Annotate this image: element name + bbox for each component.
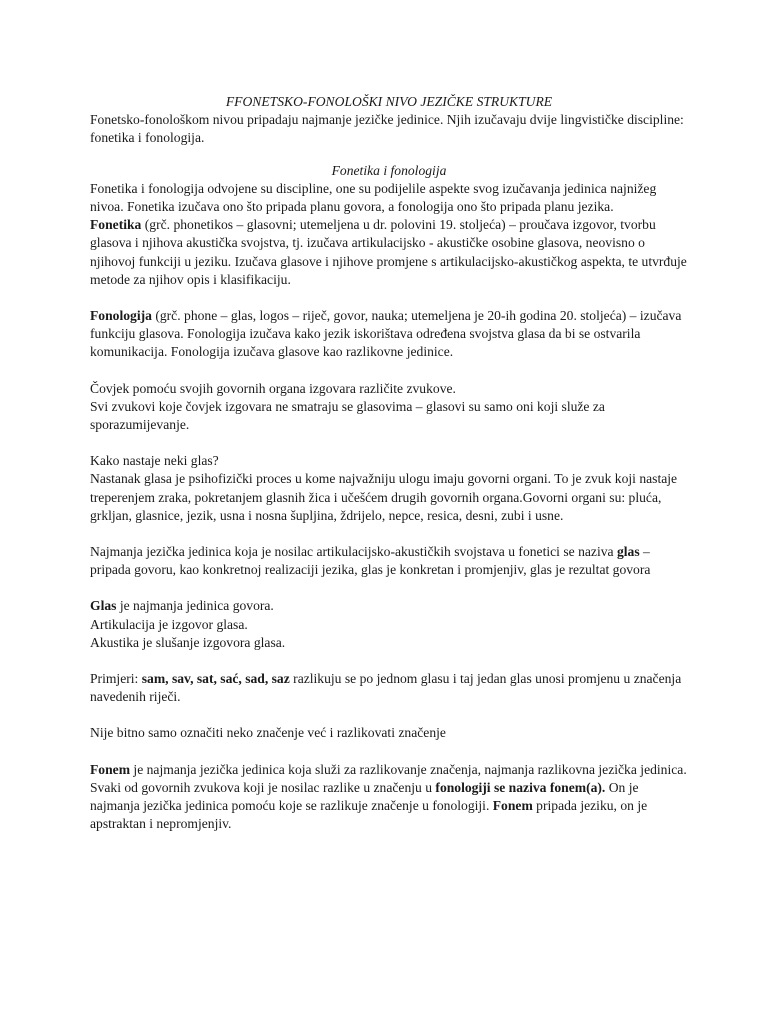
- term-glas: glas: [616, 544, 640, 560]
- paragraph-primjeri: Primjeri: sam, sav, sat, sać, sad, saz razlikuju se po jednom glasu i taj jedan glas unosi promjenu u značenja navedenih riječi.: [90, 671, 682, 705]
- paragraph-glas-definition: Najmanja jezička jedinica koja je nosilac artikulacijsko-akustičkih svojstava u fonetici se naziva glas – pripada govoru, kao konkretnoj realizaciji jezika, glas je konkretan i promjenjiv, glas je rezultat govora: [90, 544, 651, 578]
- paragraph-fonem: Fonem je najmanja jezička jedinica koja služi za razlikovanje značenja, najmanja razlikovna jezička jedinica. Svaki od govornih zvukova koji je nosilac razlike u značenju u fonologiji se naziva fonem(a). On je najmanja jezička jedinica pomoću koje se razlikuje značenje u fonologiji. Fonem pripada jeziku, on je apstraktan i nepromjenjiv.: [90, 761, 687, 832]
- term-fonem: Fonem: [90, 761, 131, 777]
- term-fonem-2: Fonem: [492, 798, 533, 814]
- paragraph-nastanak-glasa: Nastanak glasa je psihofizički proces u kome najvažniju ulogu imaju govorni organi. To je zvuk koji nastaje treperenjem zraka, pokretanjem glasnih žica i učešćem drugih govornih organa.Govorni organi su: pluća, grkljan, glasnice, jezik, usna i nosna šupljina, ždrijelo, nepce, resica, desni, zubi i usne.: [90, 471, 678, 523]
- document-title: FFONETSKO-FONOLOŠKI NIVO JEZIČKE STRUKTURE: [225, 94, 553, 109]
- paragraph-fonetika: [90, 216, 688, 289]
- term-fonologija: Fonologija: [90, 308, 152, 324]
- term-fonologiji-fonem: fonologiji se naziva fonem(a).: [435, 779, 606, 795]
- paragraph-zvukovi-line1: Čovjek pomoću svojih govornih organa izgovara različite zvukove.: [90, 380, 456, 396]
- glas-line1: Glas je najmanja jedinica govora.: [90, 598, 274, 614]
- fonologija-definition: (grč. phone – glas, logos – riječ, govor, nauka; utemeljena je 20-ih godina 20. stoljeća) – izučava funkciju glasova. Fonologija izučava kako jezik iskorištava određena svojstva glasa da bi se ostvarila komunikacija. Fonologija izučava glasove kao razlikovne jedinice.: [90, 308, 682, 360]
- paragraph-zvukovi-line2: Svi zvukovi koje čovjek izgovara ne smatraju se glasovima – glasovi su samo oni koji služe za sporazumijevanje.: [90, 398, 605, 433]
- paragraph-znacenje: Nije bitno samo označiti neko značenje već i razlikovati značenje: [90, 725, 446, 741]
- paragraph-fonologija: [90, 307, 688, 362]
- paragraph-disciplines: Fonetika i fonologija odvojene su discipline, one su podijelile aspekte svog izučavanja jedinica najnižeg nivoa. Fonetika izučava ono što pripada planu govora, a fonologija ono što pripada planu jezika.: [90, 180, 657, 215]
- glas-line2: Artikulacija je izgovor glasa.: [90, 616, 248, 632]
- glas-line3: Akustika je slušanje izgovora glasa.: [90, 634, 286, 650]
- example-words: sam, sav, sat, sać, sad, saz: [141, 671, 290, 687]
- fonetika-definition: (grč. phonetikos – glasovni; utemeljena u dr. polovini 19. stoljeća) – proučava izgovor, tvorbu glasova i njihova akustička svojstva, tj. izučava artikulacijsko - akustičke osobine glasova, neovisno o njihovoj funkciji u jeziku. Izučava glasove i njihove promjene s artikulacijsko-akustičkog aspekta, te utvrđuje metode za njihov opis i klasifikaciju.: [90, 217, 687, 287]
- term-fonetika: Fonetika: [90, 217, 142, 233]
- section-subtitle: Fonetika i fonologija: [331, 162, 447, 178]
- intro-paragraph: Fonetsko-fonološkom nivou pripadaju najmanje jezičke jedinice. Njih izučavaju dvije lingvističke discipline: fonetika i fonologija.: [90, 112, 684, 146]
- question-glas: Kako nastaje neki glas?: [90, 453, 219, 469]
- term-glas-2: Glas: [90, 598, 117, 614]
